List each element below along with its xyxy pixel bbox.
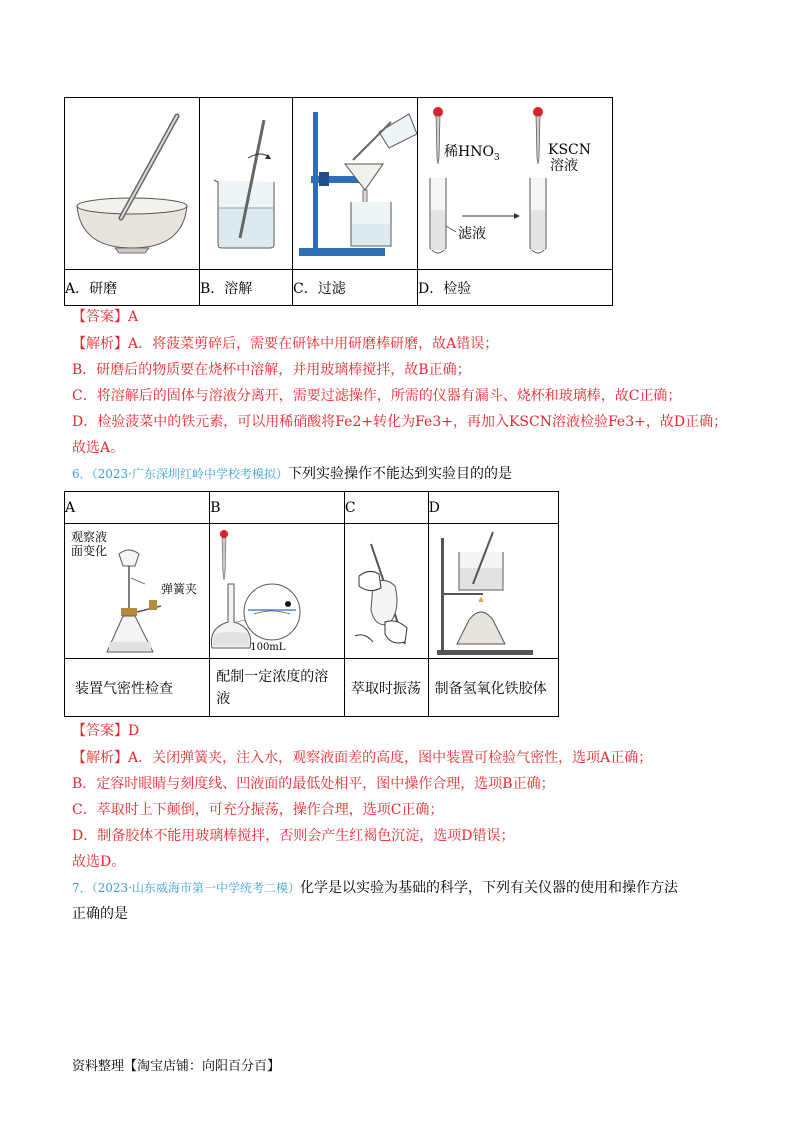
q5-analysis-line-1: 【解析】A．将菠菜剪碎后，需要在研钵中用研磨棒研磨，故A错误； [72, 336, 499, 352]
q6-stem-text: 下列实验操作不能达到实验目的的是 [288, 466, 512, 482]
q5-analysis-line-4: D．检验菠菜中的铁元素，可以用稀硝酸将Fe2+转化为Fe3+，再加入KSCN溶液检验Fe3+，故D正确； [72, 414, 728, 430]
footer-note: 资料整理【淘宝店铺：向阳百分百】 [72, 1059, 281, 1074]
iron-test-icon [418, 98, 612, 269]
q6-stem [72, 464, 512, 484]
q6-analysis-line-2: B．定容时眼睛与刻度线、凹液面的最低处相平，图中操作合理，选项B正确； [72, 776, 555, 792]
q6-header-c: C [344, 492, 428, 524]
q6-options-table [64, 491, 559, 717]
q5-answer: 【答案】A [72, 309, 139, 325]
q6-image-d [428, 524, 558, 659]
filtrate-label: 滤液 [458, 226, 486, 242]
q6-caption-c: 萃取时振荡 [344, 659, 428, 717]
flask-volume-label: 100mL [250, 642, 286, 653]
q5-image-a [65, 98, 200, 270]
q6-header-d: D [428, 492, 558, 524]
q6-header-a: A [65, 492, 210, 524]
beaker-stirring-icon [200, 98, 292, 269]
spring-clip-label: 弹簧夹 [161, 582, 198, 596]
volumetric-flask-icon [210, 524, 336, 658]
q6-number: 6． [72, 467, 92, 481]
q5-option-b: B．溶解 [200, 270, 293, 306]
q6-image-b [210, 524, 345, 659]
observe-level-label-1: 观察液 [71, 530, 108, 544]
q5-image-b [200, 98, 293, 270]
q6-caption-a: 装置气密性检查 [65, 659, 210, 717]
q5-analysis-line-2: B．研磨后的物质要在烧杯中溶解，并用玻璃棒搅拌，故B正确； [72, 362, 471, 378]
mortar-pestle-icon [65, 98, 199, 269]
colloid-heating-icon [429, 524, 551, 658]
q6-image-a [65, 524, 210, 659]
q5-image-c [293, 98, 418, 270]
q5-option-c: C．过滤 [293, 270, 418, 306]
q6-analysis-line-5: 故选D。 [72, 854, 126, 870]
q6-caption-b-line2: 液 [216, 690, 231, 707]
q6-caption-b-line1: 配制一定浓度的溶 [216, 668, 329, 685]
q6-answer: 【答案】D [72, 723, 140, 739]
q6-header-b: B [210, 492, 345, 524]
q7-source: （2023·山东威海市第一中学统考二模） [91, 881, 300, 895]
reagent-kscn-solution-label: 溶液 [550, 158, 578, 174]
q6-caption-b [210, 659, 345, 717]
q7-stem-line-1 [72, 878, 678, 898]
q6-analysis-line-1: 【解析】A．关闭弹簧夹，注入水，观察液面差的高度，图中装置可检验气密性，选项A正确； [72, 750, 653, 766]
q6-analysis-line-4: D．制备胶体不能用玻璃棒搅拌，否则会产生红褐色沉淀，选项D错误； [72, 828, 515, 844]
q7-stem-line-2: 正确的是 [72, 906, 128, 922]
filtration-setup-icon [293, 98, 417, 269]
q6-caption-d: 制备氢氧化铁胶体 [428, 659, 558, 717]
q5-analysis-line-5: 故选A。 [72, 440, 125, 456]
observe-level-label-2: 面变化 [71, 544, 108, 558]
q7-number: 7． [72, 881, 92, 895]
reagent-kscn-label: KSCN [548, 142, 592, 158]
q6-image-c [344, 524, 428, 659]
q5-option-d: D．检验 [418, 270, 613, 306]
q5-analysis-line-3: C．将溶解后的固体与溶液分离开，需要过滤操作，所需的仪器有漏斗、烧杯和玻璃棒，故C正确； [72, 388, 682, 404]
q6-analysis-line-3: C．萃取时上下颠倒，可充分振荡，操作合理，选项C正确； [72, 802, 444, 818]
separatory-funnel-shaking-icon [345, 524, 423, 658]
q5-options-table [64, 97, 613, 306]
q5-image-d [418, 98, 613, 270]
reagent-hno3-label: 稀$HNO_3$ [444, 144, 500, 163]
q7-stem-text: 化学是以实验为基础的科学，下列有关仪器的使用和操作方法 [300, 880, 678, 896]
q5-option-a: A．研磨 [65, 270, 200, 306]
q6-source: （2023·广东深圳红岭中学校考模拟） [91, 467, 288, 481]
